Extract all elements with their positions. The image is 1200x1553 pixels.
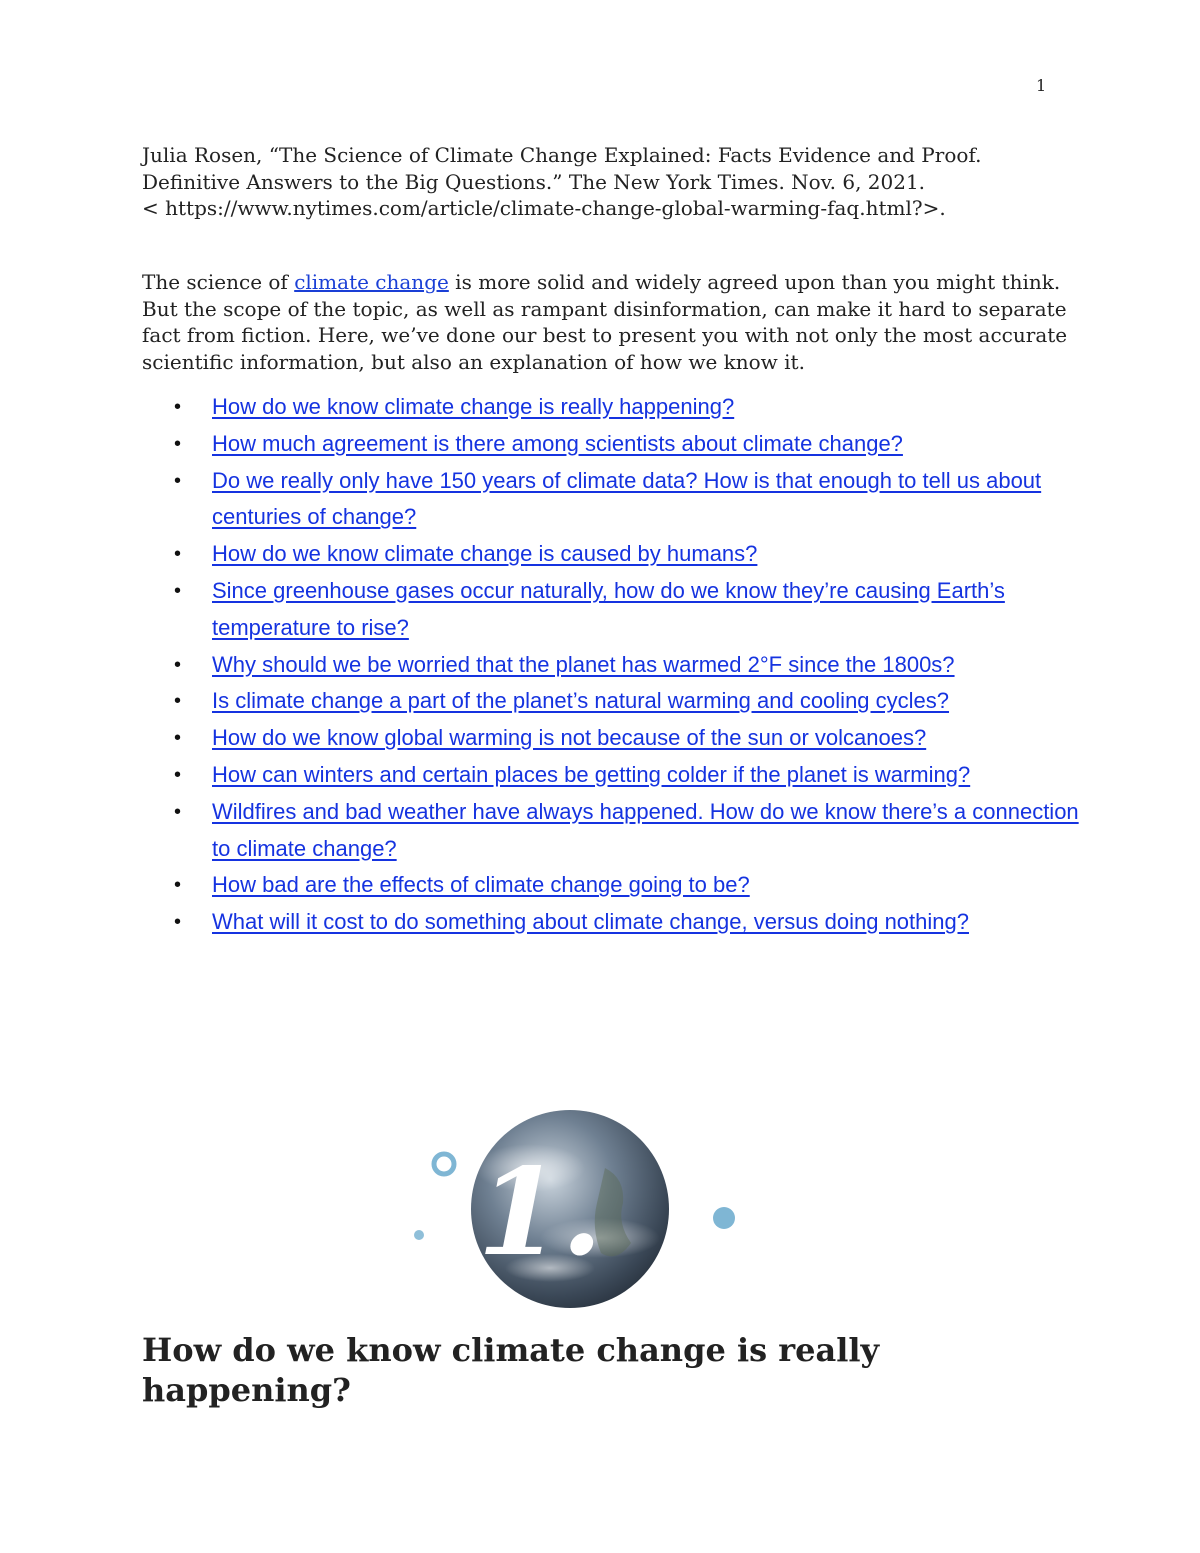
faq-question-link[interactable]: Since greenhouse gases occur naturally, how do we know they’re causing Earth’s temperature to rise? (212, 577, 1005, 640)
faq-list-item (142, 389, 1082, 426)
faq-list-item (142, 536, 1082, 573)
citation-line-3: < https://www.nytimes.com/article/climate-change-global-warming-faq.html?>. (142, 196, 946, 220)
hero-numeral: 1. (477, 1142, 603, 1283)
bullet-icon: • (174, 763, 182, 786)
bullet-icon: • (174, 727, 182, 750)
faq-list-item (142, 867, 1082, 904)
faq-question-link[interactable]: How much agreement is there among scientists about climate change? (212, 430, 903, 456)
intro-text-after: is more solid and widely agreed upon than you might think. But the scope of the topic, as well as rampant disinformation, can make it hard to separate fact from fiction. Here, we’ve done our best to present you with not only the most accurate scientific information, but also an explanation of how we know it. (142, 270, 1068, 374)
faq-list-item (142, 904, 1082, 941)
small-dot-decoration (414, 1230, 424, 1240)
faq-question-link[interactable]: Do we really only have 150 years of climate data? How is that enough to tell us about centuries of change? (212, 467, 1042, 530)
climate-change-link[interactable]: climate change (294, 270, 449, 294)
bullet-icon: • (174, 579, 182, 602)
bullet-icon: • (174, 800, 182, 823)
bullet-icon: • (174, 469, 182, 492)
bullet-icon: • (174, 690, 182, 713)
faq-list-item (142, 573, 1082, 647)
intro-text-before: The science of (142, 270, 295, 294)
faq-list-item (142, 463, 1082, 537)
large-dot-decoration (713, 1207, 735, 1229)
faq-question-link[interactable]: Is climate change a part of the planet’s natural warming and cooling cycles? (212, 688, 950, 714)
faq-question-link[interactable]: How bad are the effects of climate change going to be? (212, 872, 750, 898)
bullet-icon: • (174, 396, 182, 418)
citation (142, 142, 1102, 222)
bullet-icon: • (174, 653, 182, 676)
faq-question-link[interactable]: What will it cost to do something about climate change, versus doing nothing? (212, 909, 969, 935)
faq-list-item (142, 757, 1082, 794)
section-heading: How do we know climate change is really happening? (142, 1331, 880, 1409)
faq-link-list (142, 389, 1082, 941)
citation-line-1: Julia Rosen, “The Science of Climate Change Explained: Facts Evidence and Proof. (142, 143, 982, 167)
faq-question-link[interactable]: How can winters and certain places be getting colder if the planet is warming? (212, 761, 971, 787)
faq-list-item (142, 683, 1082, 720)
faq-list-item (142, 794, 1082, 868)
faq-list-item (142, 426, 1082, 463)
bullet-icon: • (174, 911, 182, 934)
ring-circle-decoration (434, 1154, 454, 1174)
faq-list-item (142, 720, 1082, 757)
faq-question-link[interactable]: Wildfires and bad weather have always happened. How do we know there’s a connection to climate change? (212, 798, 1079, 861)
earth-numeral-illustration (390, 1108, 750, 1318)
faq-question-link[interactable]: How do we know climate change is really happening? (212, 394, 735, 419)
bullet-icon: • (174, 874, 182, 897)
bullet-icon: • (174, 432, 182, 455)
faq-question-link[interactable]: How do we know global warming is not because of the sun or volcanoes? (212, 725, 927, 751)
faq-question-link[interactable]: How do we know climate change is caused by humans? (212, 541, 758, 567)
bullet-icon: • (174, 543, 182, 566)
faq-question-link[interactable]: Why should we be worried that the planet has warmed 2°F since the 1800s? (212, 651, 955, 677)
faq-list-item (142, 647, 1082, 684)
page-number: 1 (1036, 76, 1047, 95)
intro-paragraph (142, 269, 1082, 375)
citation-line-2: Definitive Answers to the Big Questions.” The New York Times. Nov. 6, 2021. (142, 169, 926, 194)
